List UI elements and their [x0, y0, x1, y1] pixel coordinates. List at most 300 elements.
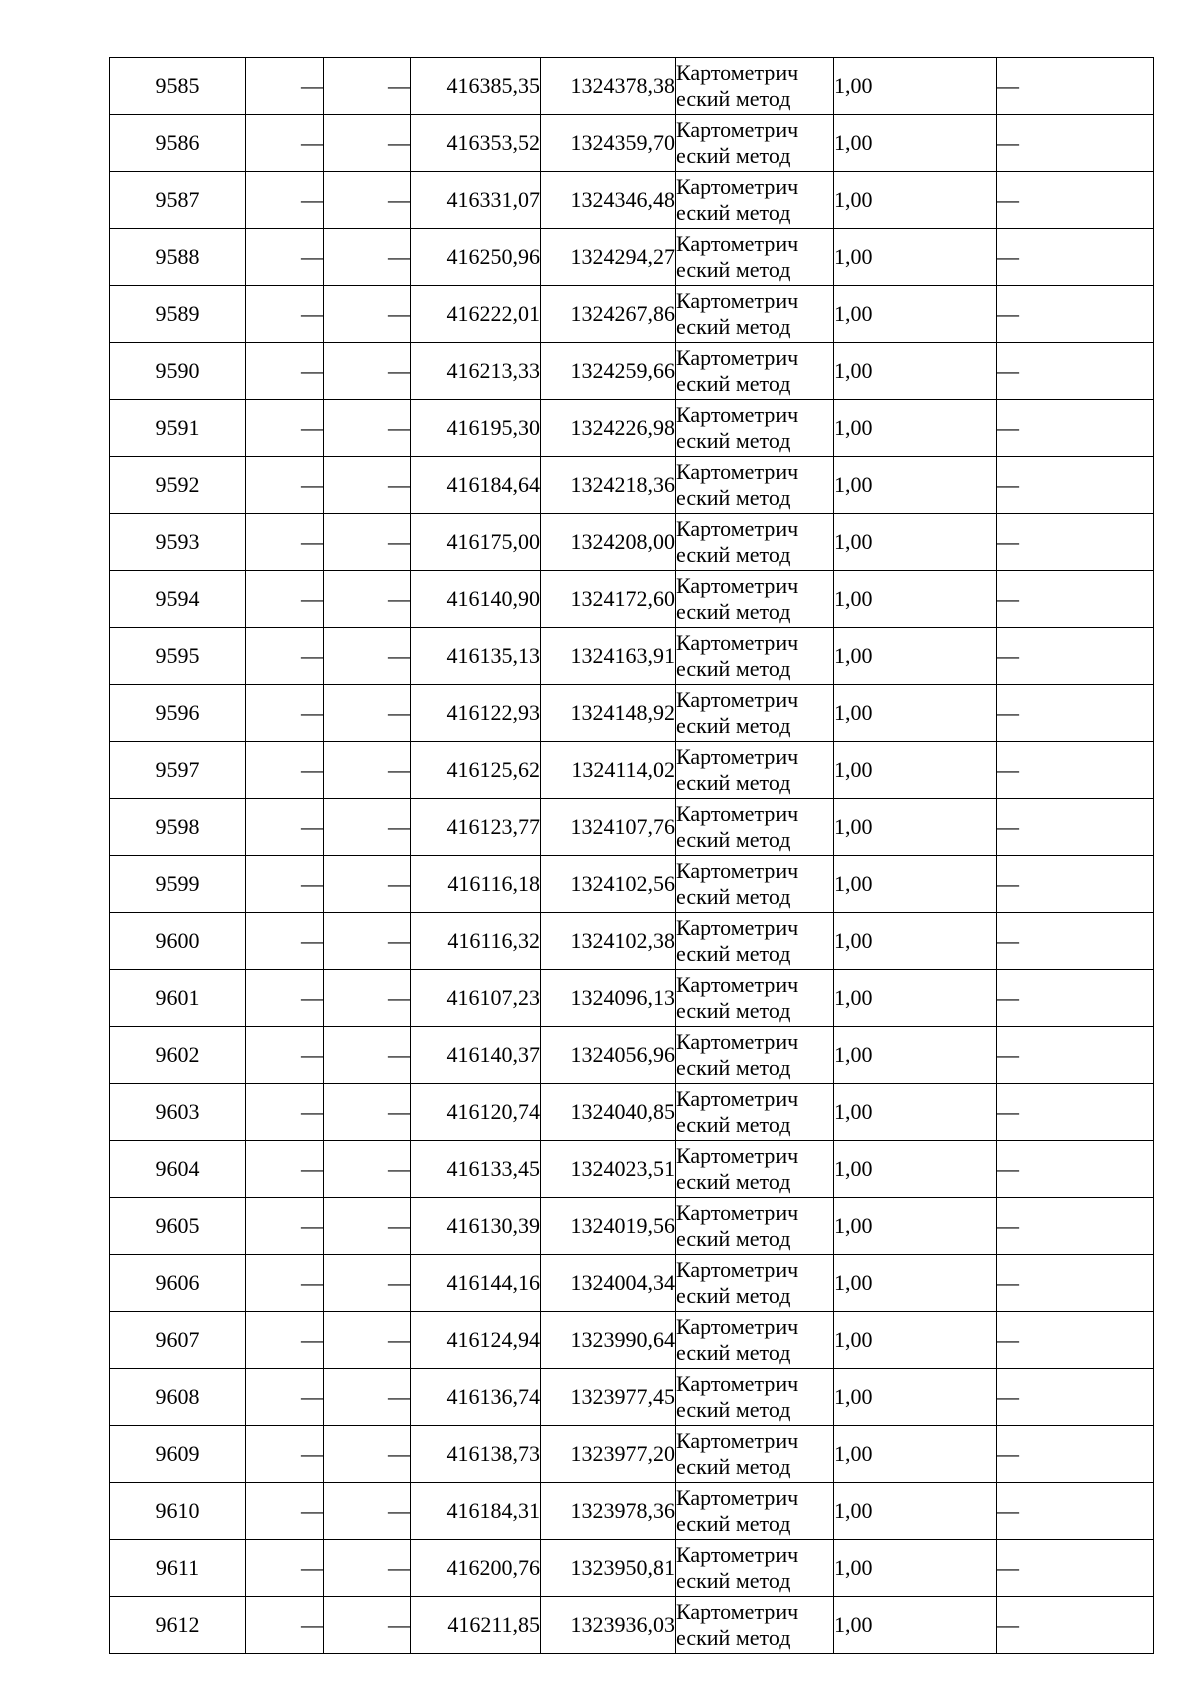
method-line-2: еский метод [676, 1055, 791, 1080]
point-number-cell: 9610 [110, 1483, 246, 1540]
method-line-1: Картометрич [676, 630, 799, 655]
empty-cell-col3: — [324, 514, 411, 571]
table-row [110, 628, 1154, 685]
method-line-2: еский метод [676, 428, 791, 453]
point-number-cell: 9602 [110, 1027, 246, 1084]
y-coordinate-cell: 1323990,64 [541, 1312, 676, 1369]
y-coordinate-cell: 1324346,48 [541, 172, 676, 229]
table-row [110, 1369, 1154, 1426]
empty-cell-col2: — [246, 1597, 324, 1654]
empty-cell-col8: — [997, 286, 1154, 343]
method-line-1: Картометрич [676, 1143, 799, 1168]
empty-cell-col8: — [997, 1483, 1154, 1540]
method-line-2: еский метод [676, 143, 791, 168]
method-line-1: Картометрич [676, 1200, 799, 1225]
empty-cell-col2: — [246, 1141, 324, 1198]
method-line-1: Картометрич [676, 687, 799, 712]
empty-cell-col8: — [997, 685, 1154, 742]
x-coordinate-cell: 416124,94 [411, 1312, 541, 1369]
method-line-2: еский метод [676, 1340, 791, 1365]
empty-cell-col8: — [997, 1027, 1154, 1084]
accuracy-cell: 1,00 [834, 1540, 997, 1597]
point-number-cell: 9603 [110, 1084, 246, 1141]
empty-cell-col2: — [246, 229, 324, 286]
method-cell [676, 1312, 834, 1369]
empty-cell-col3: — [324, 628, 411, 685]
y-coordinate-cell: 1324259,66 [541, 343, 676, 400]
x-coordinate-cell: 416123,77 [411, 799, 541, 856]
method-line-1: Картометрич [676, 459, 799, 484]
table-row [110, 685, 1154, 742]
empty-cell-col3: — [324, 1483, 411, 1540]
method-line-1: Картометрич [676, 573, 799, 598]
method-line-2: еский метод [676, 941, 791, 966]
empty-cell-col8: — [997, 1597, 1154, 1654]
empty-cell-col3: — [324, 571, 411, 628]
empty-cell-col8: — [997, 856, 1154, 913]
empty-cell-col2: — [246, 856, 324, 913]
y-coordinate-cell: 1323977,20 [541, 1426, 676, 1483]
accuracy-cell: 1,00 [834, 1027, 997, 1084]
empty-cell-col2: — [246, 400, 324, 457]
empty-cell-col3: — [324, 1198, 411, 1255]
method-cell [676, 628, 834, 685]
accuracy-cell: 1,00 [834, 571, 997, 628]
y-coordinate-cell: 1324218,36 [541, 457, 676, 514]
y-coordinate-cell: 1324163,91 [541, 628, 676, 685]
y-coordinate-cell: 1324172,60 [541, 571, 676, 628]
accuracy-cell: 1,00 [834, 1141, 997, 1198]
method-cell [676, 1084, 834, 1141]
empty-cell-col2: — [246, 1540, 324, 1597]
point-number-cell: 9598 [110, 799, 246, 856]
empty-cell-col2: — [246, 1483, 324, 1540]
empty-cell-col3: — [324, 856, 411, 913]
empty-cell-col8: — [997, 799, 1154, 856]
y-coordinate-cell: 1324378,38 [541, 58, 676, 115]
method-line-2: еский метод [676, 1283, 791, 1308]
x-coordinate-cell: 416120,74 [411, 1084, 541, 1141]
y-coordinate-cell: 1324267,86 [541, 286, 676, 343]
accuracy-cell: 1,00 [834, 1312, 997, 1369]
point-number-cell: 9608 [110, 1369, 246, 1426]
empty-cell-col2: — [246, 628, 324, 685]
x-coordinate-cell: 416138,73 [411, 1426, 541, 1483]
accuracy-cell: 1,00 [834, 172, 997, 229]
y-coordinate-cell: 1324226,98 [541, 400, 676, 457]
empty-cell-col2: — [246, 286, 324, 343]
empty-cell-col2: — [246, 343, 324, 400]
x-coordinate-cell: 416130,39 [411, 1198, 541, 1255]
empty-cell-col8: — [997, 400, 1154, 457]
table-row [110, 1027, 1154, 1084]
method-cell [676, 1540, 834, 1597]
empty-cell-col8: — [997, 514, 1154, 571]
method-cell [676, 913, 834, 970]
y-coordinate-cell: 1324102,38 [541, 913, 676, 970]
method-line-1: Картометрич [676, 231, 799, 256]
table-row [110, 286, 1154, 343]
method-line-1: Картометрич [676, 858, 799, 883]
accuracy-cell: 1,00 [834, 628, 997, 685]
empty-cell-col8: — [997, 1084, 1154, 1141]
method-line-2: еский метод [676, 1511, 791, 1536]
x-coordinate-cell: 416211,85 [411, 1597, 541, 1654]
y-coordinate-cell: 1324114,02 [541, 742, 676, 799]
y-coordinate-cell: 1324294,27 [541, 229, 676, 286]
empty-cell-col2: — [246, 1198, 324, 1255]
empty-cell-col8: — [997, 913, 1154, 970]
empty-cell-col2: — [246, 799, 324, 856]
method-cell [676, 514, 834, 571]
method-cell [676, 400, 834, 457]
table-row [110, 742, 1154, 799]
method-line-1: Картометрич [676, 801, 799, 826]
method-line-1: Картометрич [676, 345, 799, 370]
method-cell [676, 1141, 834, 1198]
method-line-2: еский метод [676, 371, 791, 396]
accuracy-cell: 1,00 [834, 400, 997, 457]
x-coordinate-cell: 416140,90 [411, 571, 541, 628]
table-row [110, 1426, 1154, 1483]
method-cell [676, 1255, 834, 1312]
point-number-cell: 9609 [110, 1426, 246, 1483]
accuracy-cell: 1,00 [834, 856, 997, 913]
empty-cell-col8: — [997, 343, 1154, 400]
method-cell [676, 115, 834, 172]
empty-cell-col8: — [997, 457, 1154, 514]
accuracy-cell: 1,00 [834, 457, 997, 514]
empty-cell-col3: — [324, 58, 411, 115]
method-line-1: Картометрич [676, 288, 799, 313]
empty-cell-col2: — [246, 115, 324, 172]
empty-cell-col3: — [324, 970, 411, 1027]
empty-cell-col8: — [997, 172, 1154, 229]
empty-cell-col8: — [997, 1426, 1154, 1483]
empty-cell-col8: — [997, 571, 1154, 628]
method-line-1: Картометрич [676, 1314, 799, 1339]
method-line-1: Картометрич [676, 915, 799, 940]
method-cell [676, 1426, 834, 1483]
empty-cell-col3: — [324, 400, 411, 457]
method-line-2: еский метод [676, 1169, 791, 1194]
empty-cell-col3: — [324, 1426, 411, 1483]
y-coordinate-cell: 1324096,13 [541, 970, 676, 1027]
empty-cell-col2: — [246, 970, 324, 1027]
method-line-1: Картометрич [676, 1257, 799, 1282]
method-line-2: еский метод [676, 314, 791, 339]
method-cell [676, 229, 834, 286]
empty-cell-col3: — [324, 172, 411, 229]
empty-cell-col3: — [324, 1312, 411, 1369]
empty-cell-col2: — [246, 913, 324, 970]
y-coordinate-cell: 1324056,96 [541, 1027, 676, 1084]
table-row [110, 1084, 1154, 1141]
empty-cell-col2: — [246, 1084, 324, 1141]
point-number-cell: 9589 [110, 286, 246, 343]
table-row [110, 172, 1154, 229]
table-row [110, 1483, 1154, 1540]
method-line-1: Картометрич [676, 117, 799, 142]
table-row [110, 1312, 1154, 1369]
accuracy-cell: 1,00 [834, 799, 997, 856]
empty-cell-col3: — [324, 742, 411, 799]
method-line-2: еский метод [676, 1112, 791, 1137]
empty-cell-col8: — [997, 1255, 1154, 1312]
empty-cell-col3: — [324, 343, 411, 400]
y-coordinate-cell: 1324102,56 [541, 856, 676, 913]
y-coordinate-cell: 1324359,70 [541, 115, 676, 172]
empty-cell-col2: — [246, 1312, 324, 1369]
method-line-1: Картометрич [676, 402, 799, 427]
accuracy-cell: 1,00 [834, 913, 997, 970]
method-line-1: Картометрич [676, 1029, 799, 1054]
y-coordinate-cell: 1324107,76 [541, 799, 676, 856]
x-coordinate-cell: 416222,01 [411, 286, 541, 343]
method-line-1: Картометрич [676, 1086, 799, 1111]
empty-cell-col8: — [997, 742, 1154, 799]
y-coordinate-cell: 1324023,51 [541, 1141, 676, 1198]
method-line-2: еский метод [676, 827, 791, 852]
empty-cell-col3: — [324, 229, 411, 286]
point-number-cell: 9591 [110, 400, 246, 457]
accuracy-cell: 1,00 [834, 1426, 997, 1483]
method-cell [676, 1597, 834, 1654]
empty-cell-col3: — [324, 1141, 411, 1198]
point-number-cell: 9604 [110, 1141, 246, 1198]
method-line-2: еский метод [676, 884, 791, 909]
empty-cell-col8: — [997, 1141, 1154, 1198]
empty-cell-col3: — [324, 1540, 411, 1597]
method-cell [676, 1198, 834, 1255]
empty-cell-col2: — [246, 514, 324, 571]
method-cell [676, 856, 834, 913]
table-row [110, 970, 1154, 1027]
x-coordinate-cell: 416385,35 [411, 58, 541, 115]
method-line-2: еский метод [676, 1454, 791, 1479]
y-coordinate-cell: 1324004,34 [541, 1255, 676, 1312]
method-line-2: еский метод [676, 542, 791, 567]
point-number-cell: 9607 [110, 1312, 246, 1369]
point-number-cell: 9601 [110, 970, 246, 1027]
method-cell [676, 58, 834, 115]
empty-cell-col8: — [997, 970, 1154, 1027]
method-cell [676, 571, 834, 628]
empty-cell-col2: — [246, 1027, 324, 1084]
x-coordinate-cell: 416136,74 [411, 1369, 541, 1426]
point-number-cell: 9594 [110, 571, 246, 628]
x-coordinate-cell: 416135,13 [411, 628, 541, 685]
point-number-cell: 9592 [110, 457, 246, 514]
method-cell [676, 343, 834, 400]
point-number-cell: 9595 [110, 628, 246, 685]
empty-cell-col2: — [246, 457, 324, 514]
x-coordinate-cell: 416195,30 [411, 400, 541, 457]
empty-cell-col2: — [246, 172, 324, 229]
empty-cell-col8: — [997, 229, 1154, 286]
empty-cell-col2: — [246, 1255, 324, 1312]
x-coordinate-cell: 416116,18 [411, 856, 541, 913]
empty-cell-col3: — [324, 1084, 411, 1141]
x-coordinate-cell: 416353,52 [411, 115, 541, 172]
method-cell [676, 1027, 834, 1084]
accuracy-cell: 1,00 [834, 1084, 997, 1141]
accuracy-cell: 1,00 [834, 1483, 997, 1540]
point-number-cell: 9586 [110, 115, 246, 172]
accuracy-cell: 1,00 [834, 1597, 997, 1654]
empty-cell-col8: — [997, 1540, 1154, 1597]
x-coordinate-cell: 416133,45 [411, 1141, 541, 1198]
method-cell [676, 799, 834, 856]
method-line-2: еский метод [676, 1226, 791, 1251]
y-coordinate-cell: 1324019,56 [541, 1198, 676, 1255]
method-line-1: Картометрич [676, 1485, 799, 1510]
empty-cell-col3: — [324, 115, 411, 172]
table-row [110, 1540, 1154, 1597]
accuracy-cell: 1,00 [834, 685, 997, 742]
empty-cell-col8: — [997, 628, 1154, 685]
y-coordinate-cell: 1323950,81 [541, 1540, 676, 1597]
table-row [110, 514, 1154, 571]
point-number-cell: 9611 [110, 1540, 246, 1597]
empty-cell-col8: — [997, 1312, 1154, 1369]
x-coordinate-cell: 416250,96 [411, 229, 541, 286]
accuracy-cell: 1,00 [834, 286, 997, 343]
table-row [110, 58, 1154, 115]
point-number-cell: 9597 [110, 742, 246, 799]
table-row [110, 856, 1154, 913]
method-line-2: еский метод [676, 599, 791, 624]
point-number-cell: 9606 [110, 1255, 246, 1312]
point-number-cell: 9588 [110, 229, 246, 286]
y-coordinate-cell: 1323978,36 [541, 1483, 676, 1540]
method-line-1: Картометрич [676, 1371, 799, 1396]
method-line-2: еский метод [676, 1568, 791, 1593]
accuracy-cell: 1,00 [834, 58, 997, 115]
table-row [110, 229, 1154, 286]
point-number-cell: 9599 [110, 856, 246, 913]
empty-cell-col2: — [246, 571, 324, 628]
table-row [110, 1255, 1154, 1312]
empty-cell-col3: — [324, 1255, 411, 1312]
method-line-1: Картометрич [676, 1428, 799, 1453]
empty-cell-col3: — [324, 913, 411, 970]
accuracy-cell: 1,00 [834, 115, 997, 172]
method-line-2: еский метод [676, 713, 791, 738]
method-line-1: Картометрич [676, 174, 799, 199]
x-coordinate-cell: 416331,07 [411, 172, 541, 229]
method-cell [676, 742, 834, 799]
empty-cell-col3: — [324, 799, 411, 856]
accuracy-cell: 1,00 [834, 1198, 997, 1255]
empty-cell-col8: — [997, 115, 1154, 172]
empty-cell-col2: — [246, 58, 324, 115]
empty-cell-col3: — [324, 1027, 411, 1084]
point-number-cell: 9596 [110, 685, 246, 742]
x-coordinate-cell: 416107,23 [411, 970, 541, 1027]
point-number-cell: 9585 [110, 58, 246, 115]
method-line-1: Картометрич [676, 744, 799, 769]
accuracy-cell: 1,00 [834, 1255, 997, 1312]
accuracy-cell: 1,00 [834, 742, 997, 799]
method-cell [676, 1369, 834, 1426]
point-number-cell: 9600 [110, 913, 246, 970]
method-line-2: еский метод [676, 1625, 791, 1650]
point-number-cell: 9587 [110, 172, 246, 229]
empty-cell-col2: — [246, 685, 324, 742]
coordinates-table [109, 57, 1154, 1654]
empty-cell-col3: — [324, 685, 411, 742]
x-coordinate-cell: 416144,16 [411, 1255, 541, 1312]
empty-cell-col8: — [997, 1369, 1154, 1426]
x-coordinate-cell: 416116,32 [411, 913, 541, 970]
x-coordinate-cell: 416122,93 [411, 685, 541, 742]
method-line-2: еский метод [676, 257, 791, 282]
table-row [110, 1141, 1154, 1198]
point-number-cell: 9593 [110, 514, 246, 571]
method-line-2: еский метод [676, 86, 791, 111]
table-row [110, 571, 1154, 628]
empty-cell-col2: — [246, 742, 324, 799]
x-coordinate-cell: 416213,33 [411, 343, 541, 400]
method-cell [676, 172, 834, 229]
empty-cell-col2: — [246, 1426, 324, 1483]
empty-cell-col8: — [997, 1198, 1154, 1255]
table-row [110, 913, 1154, 970]
y-coordinate-cell: 1323977,45 [541, 1369, 676, 1426]
x-coordinate-cell: 416125,62 [411, 742, 541, 799]
x-coordinate-cell: 416200,76 [411, 1540, 541, 1597]
table-body [110, 58, 1154, 1654]
y-coordinate-cell: 1324148,92 [541, 685, 676, 742]
table-row [110, 400, 1154, 457]
empty-cell-col3: — [324, 1369, 411, 1426]
method-line-2: еский метод [676, 656, 791, 681]
point-number-cell: 9590 [110, 343, 246, 400]
empty-cell-col3: — [324, 1597, 411, 1654]
x-coordinate-cell: 416140,37 [411, 1027, 541, 1084]
point-number-cell: 9612 [110, 1597, 246, 1654]
y-coordinate-cell: 1324208,00 [541, 514, 676, 571]
accuracy-cell: 1,00 [834, 1369, 997, 1426]
method-line-2: еский метод [676, 770, 791, 795]
method-line-2: еский метод [676, 200, 791, 225]
y-coordinate-cell: 1323936,03 [541, 1597, 676, 1654]
method-line-2: еский метод [676, 1397, 791, 1422]
empty-cell-col2: — [246, 1369, 324, 1426]
method-cell [676, 457, 834, 514]
accuracy-cell: 1,00 [834, 970, 997, 1027]
method-cell [676, 685, 834, 742]
table-row [110, 343, 1154, 400]
table-row [110, 115, 1154, 172]
accuracy-cell: 1,00 [834, 343, 997, 400]
table-row [110, 457, 1154, 514]
method-line-2: еский метод [676, 998, 791, 1023]
x-coordinate-cell: 416184,64 [411, 457, 541, 514]
empty-cell-col3: — [324, 457, 411, 514]
x-coordinate-cell: 416184,31 [411, 1483, 541, 1540]
method-cell [676, 970, 834, 1027]
method-cell [676, 1483, 834, 1540]
method-line-1: Картометрич [676, 1599, 799, 1624]
x-coordinate-cell: 416175,00 [411, 514, 541, 571]
accuracy-cell: 1,00 [834, 229, 997, 286]
empty-cell-col3: — [324, 286, 411, 343]
method-line-1: Картометрич [676, 972, 799, 997]
accuracy-cell: 1,00 [834, 514, 997, 571]
table-row [110, 1597, 1154, 1654]
